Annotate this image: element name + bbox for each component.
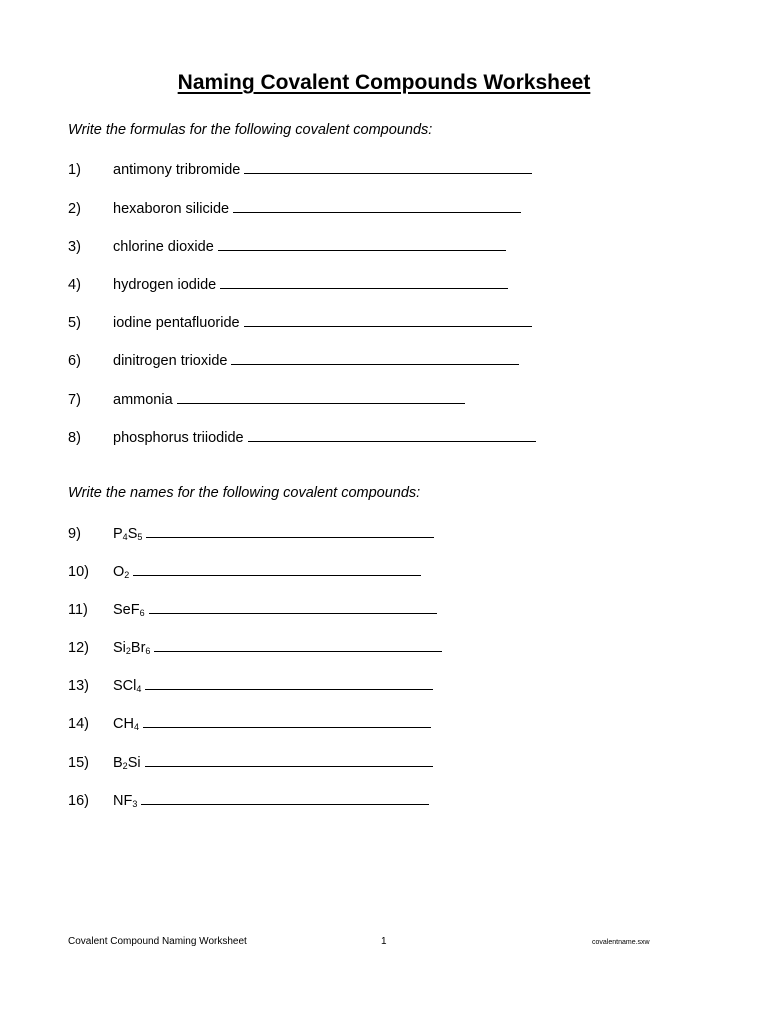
question-number: 2) [68, 201, 81, 217]
question-number: 9) [68, 526, 81, 542]
name-question-12 [68, 636, 442, 660]
compound-name: dinitrogen trioxide [113, 353, 228, 369]
formula-element: Si [127, 755, 141, 771]
formula-subscript: 2 [122, 761, 128, 771]
footer-title: Covalent Compound Naming Worksheet [68, 936, 247, 947]
question-number: 11) [68, 602, 88, 618]
question-number: 7) [68, 392, 81, 408]
chemical-formula [113, 678, 141, 694]
answer-blank[interactable] [177, 388, 465, 404]
question-number: 16) [68, 793, 89, 809]
compound-name: phosphorus triiodide [113, 430, 244, 446]
name-question-11 [68, 598, 437, 622]
formula-question-7 [68, 388, 465, 409]
chemical-formula [113, 602, 145, 618]
formula-question-8 [68, 426, 536, 447]
name-question-10 [68, 560, 421, 584]
formula-element: SCl [113, 678, 137, 694]
formula-element: B [113, 755, 123, 771]
answer-blank[interactable] [231, 349, 519, 365]
formula-question-3 [68, 235, 506, 256]
formula-element: S [127, 526, 138, 542]
formula-subscript: 6 [145, 646, 151, 656]
chemical-formula [113, 526, 142, 542]
formula-element: O [113, 564, 125, 580]
formula-subscript: 5 [137, 532, 143, 542]
formula-element: P [113, 526, 123, 542]
compound-name: hexaboron silicide [113, 201, 230, 217]
chemical-formula [113, 564, 129, 580]
question-number: 12) [68, 640, 89, 656]
question-number: 4) [68, 277, 81, 293]
footer-page-number: 1 [381, 936, 387, 947]
question-number: 13) [68, 678, 89, 694]
compound-name: hydrogen iodide [113, 277, 217, 293]
formula-element: NF [113, 793, 133, 809]
formula-subscript: 6 [139, 608, 145, 618]
formula-question-1 [68, 158, 532, 179]
name-question-15 [68, 751, 433, 775]
chemical-formula [113, 716, 139, 732]
answer-blank[interactable] [149, 598, 437, 614]
name-question-14 [68, 712, 431, 736]
question-number: 15) [68, 755, 89, 771]
names-instruction: Write the names for the following covalent compounds: [68, 485, 421, 501]
formula-element: CH [113, 716, 134, 732]
name-question-9 [68, 522, 434, 546]
compound-name: iodine pentafluoride [113, 315, 240, 331]
answer-blank[interactable] [146, 522, 434, 538]
formula-question-2 [68, 197, 521, 218]
answer-blank[interactable] [244, 158, 532, 174]
question-number: 10) [68, 564, 89, 580]
formula-subscript: 4 [122, 532, 128, 542]
name-question-16 [68, 789, 429, 813]
answer-blank[interactable] [248, 426, 536, 442]
answer-blank[interactable] [220, 273, 508, 289]
page-title: Naming Covalent Compounds Worksheet [177, 71, 591, 94]
chemical-formula [113, 793, 137, 809]
compound-name: antimony tribromide [113, 162, 241, 178]
answer-blank[interactable] [244, 311, 532, 327]
formulas-instruction: Write the formulas for the following covalent compounds: [68, 122, 433, 138]
formula-element: SeF [113, 602, 140, 618]
formula-subscript: 4 [133, 722, 139, 732]
question-number: 1) [68, 162, 81, 178]
question-number: 5) [68, 315, 81, 331]
formula-element: Si [113, 640, 126, 656]
answer-blank[interactable] [145, 674, 433, 690]
formula-subscript: 4 [136, 684, 142, 694]
chemical-formula [113, 755, 141, 771]
formula-question-4 [68, 273, 508, 294]
answer-blank[interactable] [154, 636, 442, 652]
formula-subscript: 2 [124, 570, 130, 580]
question-number: 8) [68, 430, 81, 446]
answer-blank[interactable] [145, 751, 433, 767]
formula-subscript: 3 [132, 799, 138, 809]
formula-subscript: 2 [125, 646, 131, 656]
footer-filename: covalentname.sxw [592, 939, 650, 946]
formula-element: Br [130, 640, 146, 656]
answer-blank[interactable] [133, 560, 421, 576]
answer-blank[interactable] [218, 235, 506, 251]
compound-name: chlorine dioxide [113, 239, 214, 255]
chemical-formula [113, 640, 150, 656]
formula-question-5 [68, 311, 532, 332]
question-number: 3) [68, 239, 81, 255]
answer-blank[interactable] [143, 712, 431, 728]
answer-blank[interactable] [141, 789, 429, 805]
question-number: 14) [68, 716, 89, 732]
question-number: 6) [68, 353, 81, 369]
answer-blank[interactable] [233, 197, 521, 213]
name-question-13 [68, 674, 433, 698]
formula-question-6 [68, 349, 519, 370]
compound-name: ammonia [113, 392, 173, 408]
